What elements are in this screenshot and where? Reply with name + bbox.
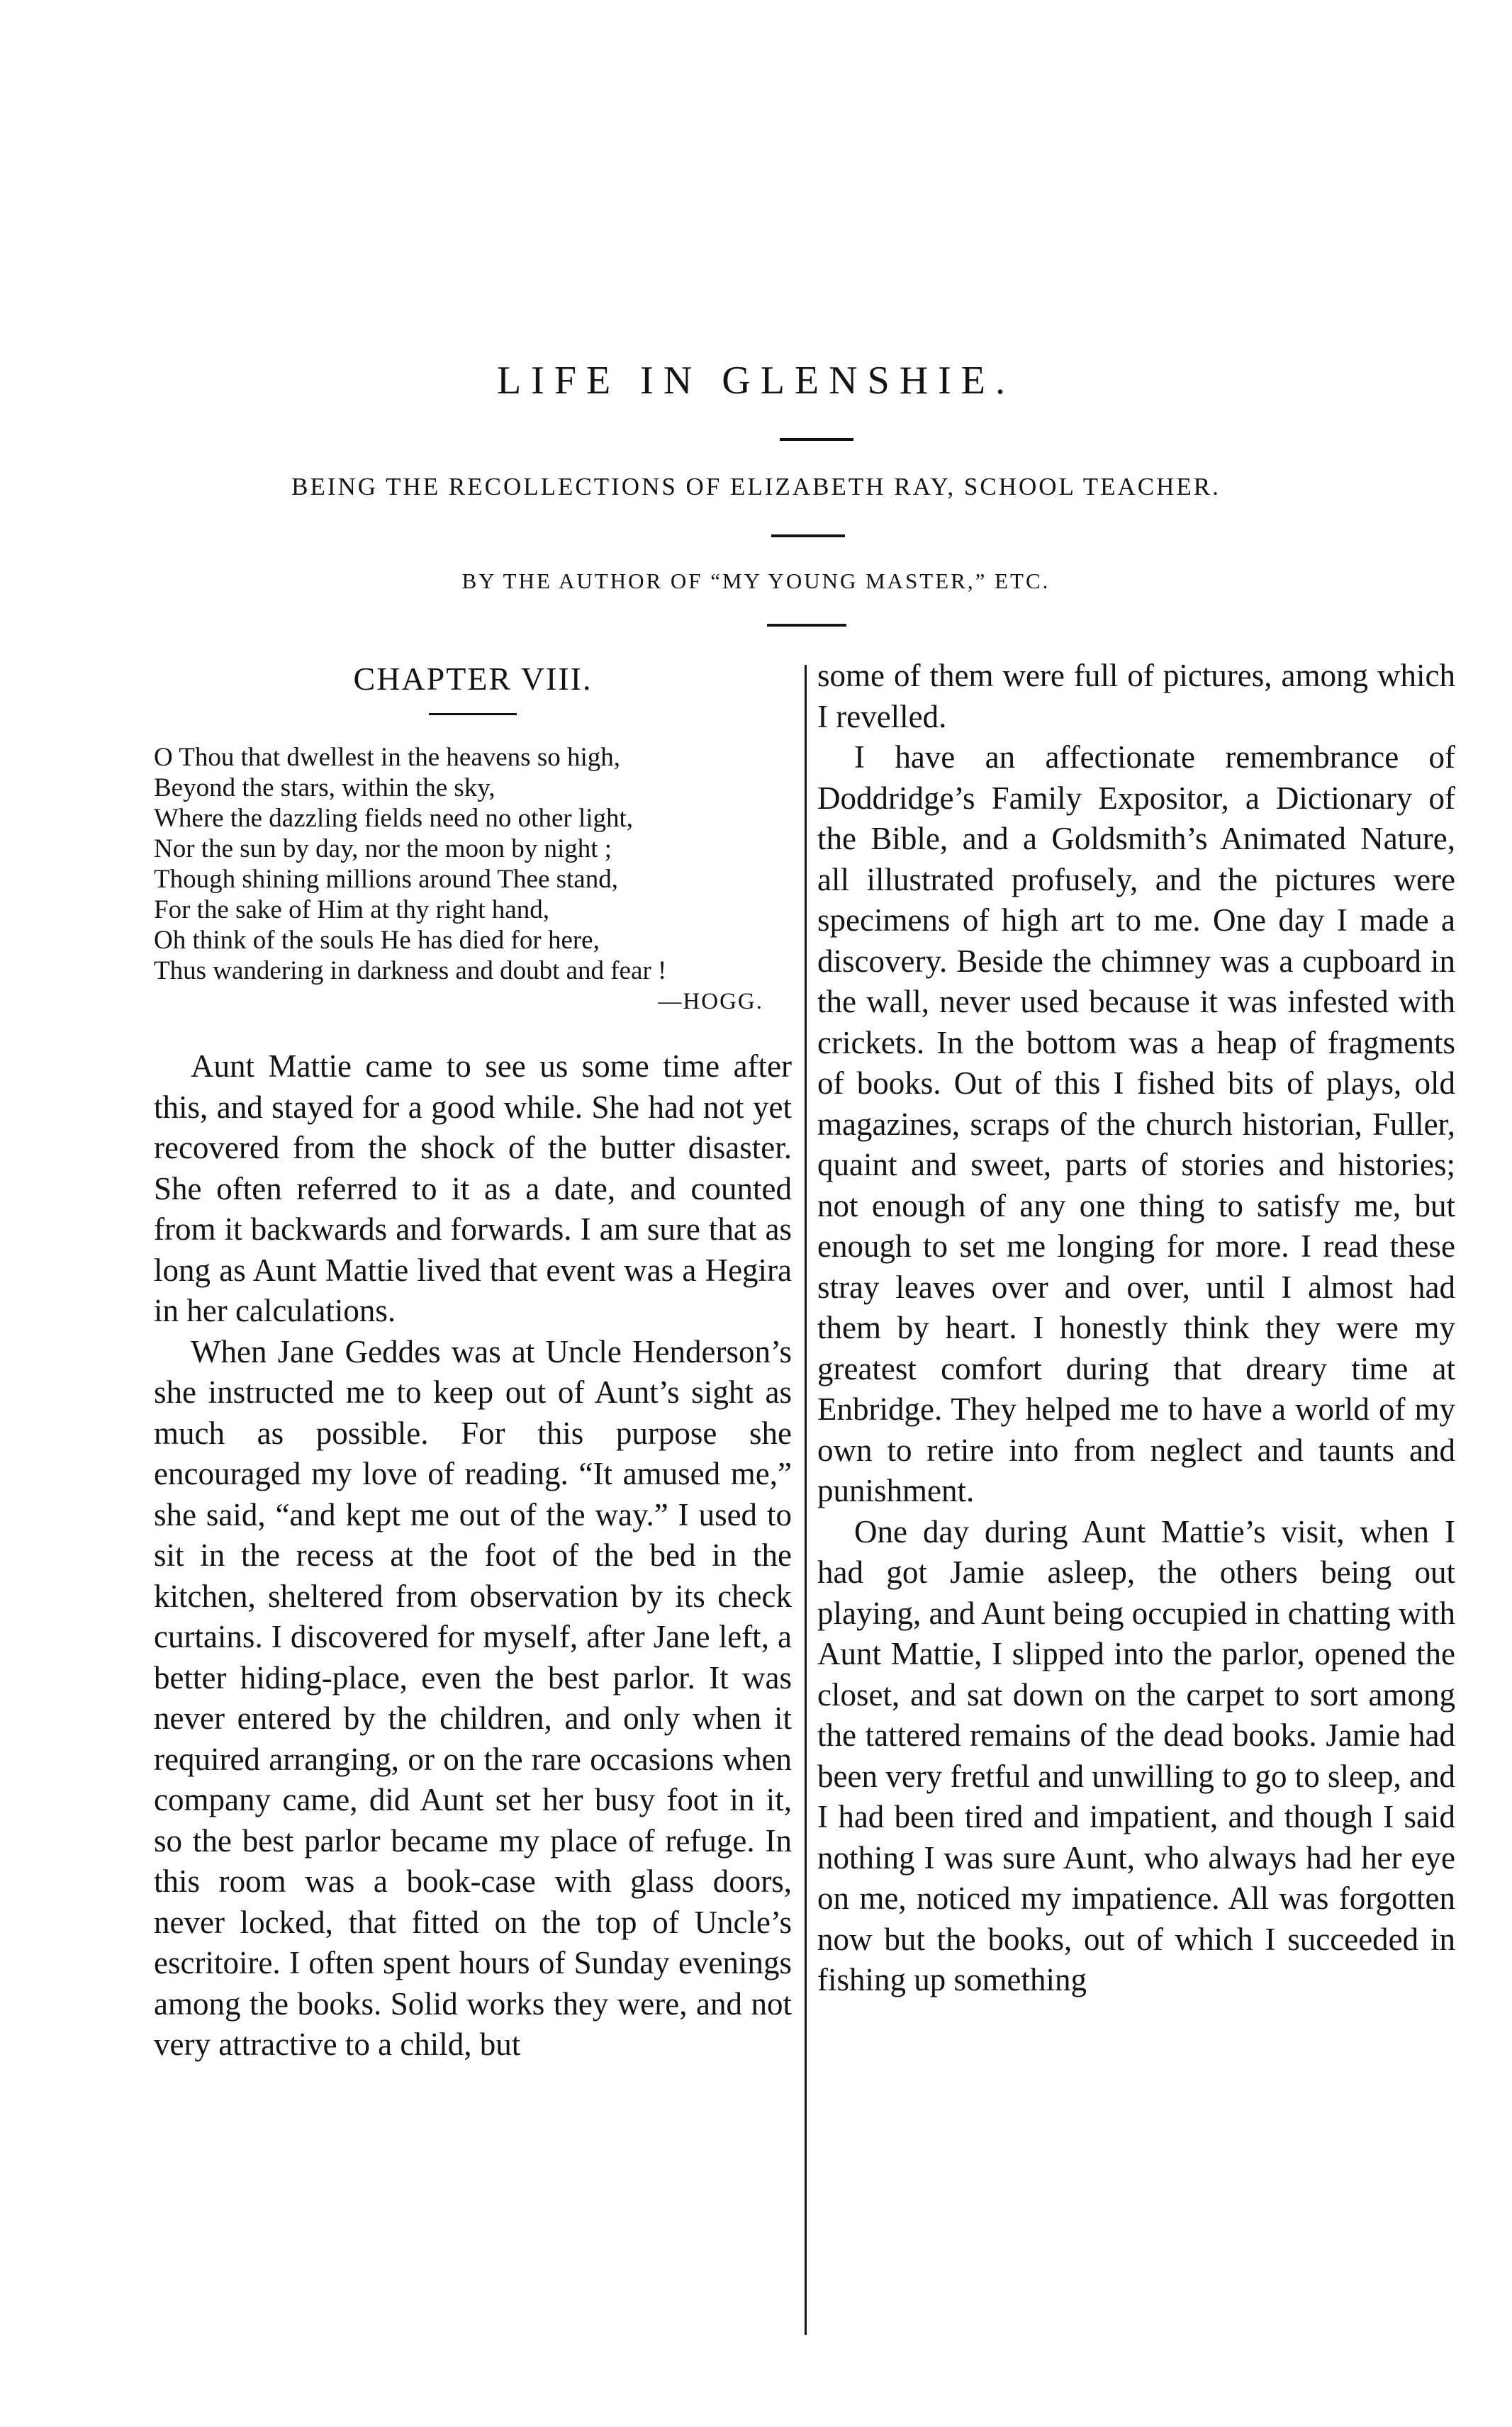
body-paragraph: One day during Aunt Mattie’s visit, when I had got Jamie asleep, the others being out playing, and Aunt being occupied in chatting with Aunt Mattie, I slipped into the parlor, opened the closet, and sat down on the carpet to sort among the tattered remains of the dead books. Jamie had been very fretful and unwilling to go to sleep, and I had been tired and impatient, and though I said nothing I was sure Aunt, who always had her eye on me, noticed my impatience. All was forgotten now but the books, out of which I succeeded in fishing up something: [817, 1513, 1455, 1997]
column-divider: [805, 665, 807, 2335]
author-byline: BY THE AUTHOR OF “MY YOUNG MASTER,” ETC.: [461, 568, 1051, 593]
right-column: [817, 656, 1455, 2378]
title-rule: [780, 438, 853, 441]
epigraph-line: Beyond the stars, within the sky,: [154, 773, 495, 802]
epigraph-line: Though shining millions around Thee stand,: [154, 865, 618, 894]
epigraph-line: Nor the sun by day, nor the moon by night ;: [154, 834, 612, 863]
page-subtitle: BEING THE RECOLLECTIONS OF ELIZABETH RAY, SCHOOL TEACHER.: [291, 473, 1221, 500]
subtitle-rule: [771, 534, 845, 537]
body-paragraph: When Jane Geddes was at Uncle Henderson’s she instructed me to keep out of Aunt’s sight as much as possible. For this purpose she encouraged my love of reading. “It amused me,” she said, “and kept me out of the way.” I used to sit in the recess at the foot of the bed in the kitchen, sheltered from observation by its check curtains. I discovered for myself, after Jane left, a better hiding-place, even the best parlor. It was never entered by the children, and only when it required arranging, or on the rare occasions when company came, did Aunt set her busy foot in it, so the best parlor became my place of refuge. In this room was a book-case with glass doors, never locked, that fitted on the top of Uncle’s escritoire. I often spent hours of Sunday evenings among the books. Solid works they were, and not very attractive to a child, but: [154, 1333, 792, 2062]
body-paragraph: Aunt Mattie came to see us some time after this, and stayed for a good while. She had not yet recovered from the shock of the butter disaster. She often referred to it as a date, and counted from it backwards and forwards. I am sure that as long as Aunt Mattie lived that event was a Hegira in her calculations.: [154, 1048, 792, 1328]
chapter-heading: CHAPTER VIII.: [353, 661, 593, 697]
chapter-rule: [429, 713, 517, 715]
epigraph-line: Thus wandering in darkness and doubt and fear !: [154, 956, 667, 985]
byline-rule: [767, 624, 846, 627]
epigraph-line: For the sake of Him at thy right hand,: [154, 895, 549, 924]
left-column: [154, 656, 792, 2378]
body-paragraph: some of them were full of pictures, among which I revelled.: [817, 658, 1455, 734]
page-title: LIFE IN GLENSHIE.: [496, 359, 1016, 403]
epigraph-attribution: —HOGG.: [658, 989, 763, 1014]
body-paragraph: I have an affectionate remembrance of Doddridge’s Family Expositor, a Dictionary of the Bible, and a Goldsmith’s Animated Nature, all illustrated profusely, and the pictures were specimens of high art to me. One day I made a discovery. Beside the chimney was a cupboard in the wall, never used because it was infested with crickets. In the bottom was a heap of fragments of books. Out of this I fished bits of plays, old magazines, scraps of the church historian, Fuller, quaint and sweet, parts of stories and histories; not enough of any one thing to satisfy me, but enough to set me longing for more. I read these stray leaves over and over, until I almost had them by heart. I honestly think they were my greatest comfort during that dreary time at Enbridge. They helped me to have a world of my own to retire into from neglect and taunts and punishment.: [817, 739, 1455, 1508]
epigraph-line: Oh think of the souls He has died for here,: [154, 926, 600, 955]
epigraph-line: Where the dazzling fields need no other light,: [154, 804, 634, 833]
epigraph-line: O Thou that dwellest in the heavens so high,: [154, 743, 621, 772]
epigraph: [154, 742, 792, 986]
